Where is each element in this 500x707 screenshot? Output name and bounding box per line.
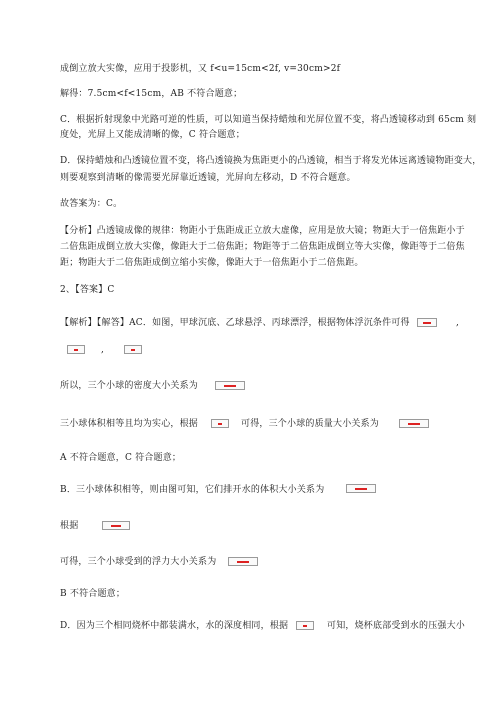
- text-line: 故答案为：C。: [60, 199, 123, 209]
- formula-image: [211, 419, 229, 428]
- text-line: 2、【答案】C: [60, 285, 115, 295]
- text-line: A 不符合题意，C 符合题意；: [60, 453, 182, 463]
- formula-image: [399, 419, 429, 428]
- text-line: 距；物距大于二倍焦距成倒立缩小实像，像距大于一倍焦距小于二倍焦距。: [60, 258, 364, 268]
- text-line: 度处，光屏上又能成清晰的像，C 符合题意；: [60, 130, 245, 140]
- formula-image: [228, 557, 258, 566]
- text-line: 可得，三个小球的质量大小关系为: [241, 419, 380, 429]
- text-line: C．根据折射现象中光路可逆的性质，可以知道当保持蜡烛和光屏位置不变，将凸透镜移动到 65cm 刻: [60, 115, 477, 125]
- text-punct: ,: [101, 345, 105, 355]
- formula-image: [124, 345, 142, 354]
- text-line: B．三小球体积相等，则由图可知，它们排开水的体积大小关系为: [60, 485, 325, 495]
- text-line: 三小球体积相等且均为实心，根据: [60, 419, 199, 429]
- text-punct: ,: [456, 318, 460, 328]
- formula-image: [102, 521, 130, 530]
- text-line: 可得，三个小球受到的浮力大小关系为: [60, 557, 217, 567]
- formula-image: [417, 318, 437, 327]
- text-line: 二倍焦距成倒立放大实像，像距大于二倍焦距；物距等于二倍焦距成倒立等大实像，像距等于二倍焦: [60, 242, 465, 252]
- text-line: 解得：7.5cm<f<15cm，AB 不符合题意；: [60, 89, 243, 99]
- formula-image: [296, 621, 314, 630]
- text-line: D．因为三个相同烧杯中都装满水，水的深度相同，根据: [60, 621, 289, 631]
- text-line: 【解析】【解答】AC．如图，甲球沉底、乙球悬浮、丙球漂浮，根据物体浮沉条件可得: [60, 318, 410, 328]
- formula-image: [67, 345, 85, 354]
- text-line: 则要观察到清晰的像需要光屏靠近透镜，光屏向左移动，D 不符合题意。: [60, 173, 356, 183]
- text-line: D．保持蜡烛和凸透镜位置不变，将凸透镜换为焦距更小的凸透镜，相当于将发光体远离透镜物距变大，: [60, 156, 482, 166]
- text-line: 可知，烧杯底部受到水的压强大小: [327, 621, 466, 631]
- text-line: 成倒立放大实像，应用于投影机，又 f<u=15cm<2f, v=30cm>2f: [60, 64, 341, 74]
- formula-image: [346, 484, 376, 493]
- text-line: 根据: [60, 521, 79, 531]
- formula-image: [215, 381, 245, 390]
- text-line: 所以，三个小球的密度大小关系为: [60, 381, 199, 391]
- text-line: B 不符合题意；: [60, 589, 126, 599]
- text-line: 【分析】凸透镜成像的规律：物距小于焦距成正立放大虚像，应用是放大镜；物距大于一倍焦距小于: [60, 226, 465, 236]
